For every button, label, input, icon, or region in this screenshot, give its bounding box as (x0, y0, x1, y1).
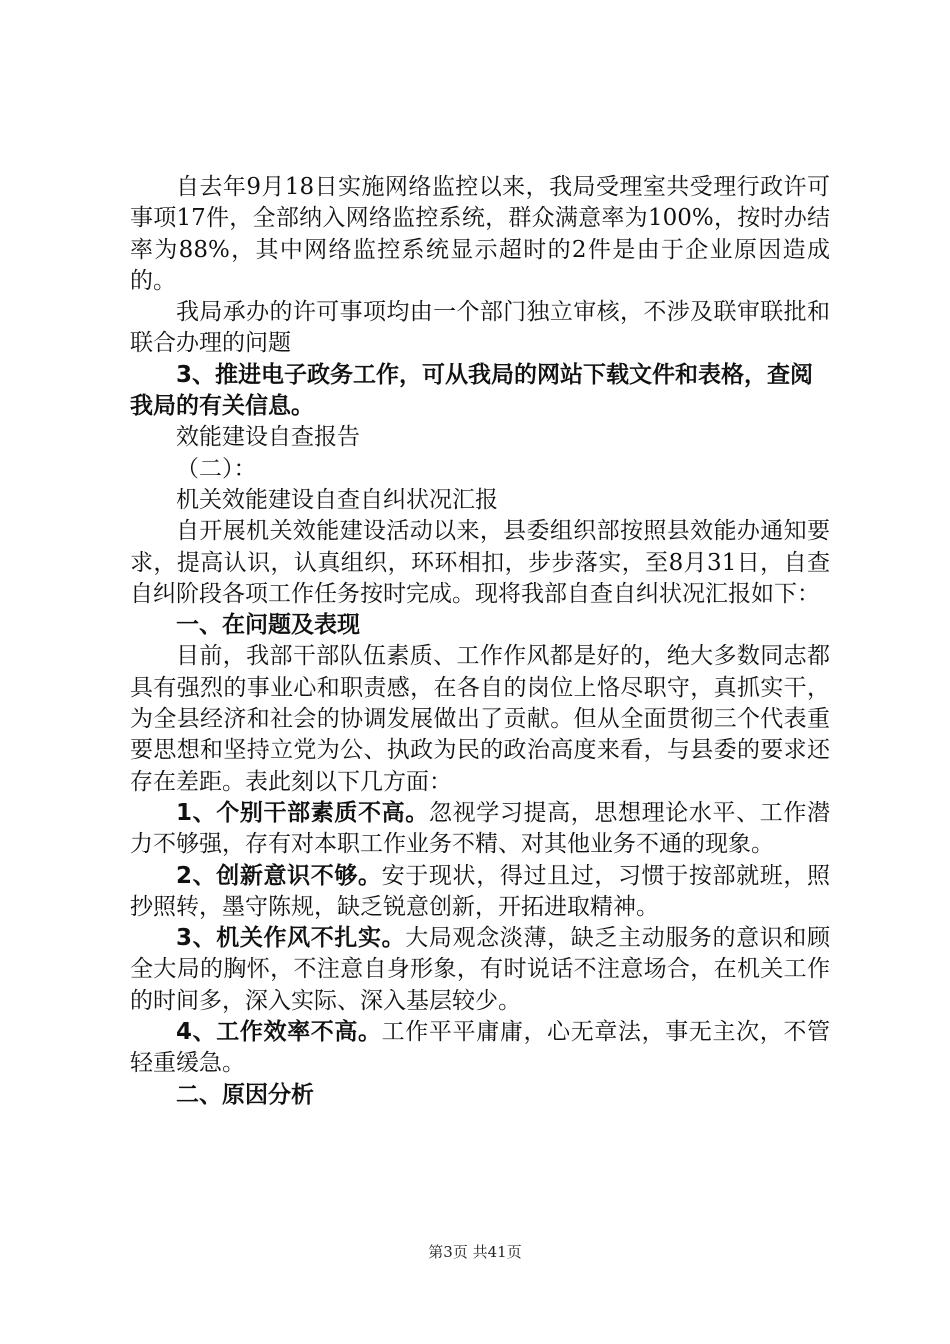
list-item (130, 798, 830, 861)
list-item-lead: 3、机关作风不扎实。 (176, 925, 406, 952)
list-item-text: 大局观念淡薄，缺乏主动服务的意识和顾全大局的胸怀，不注意自身形象，有时说话不注意场合，在机关工作的时间多，深入实际、深入基层较少。 (130, 925, 830, 1014)
section-number: （二）： (176, 455, 257, 482)
report-subtitle: 机关效能建设自查自纠状况汇报 (176, 486, 498, 513)
paragraph-monitoring: 自去年9月18日实施网络监控以来，我局受理室共受理行政许可事项17件，全部纳入网络监控系统，群众满意率为100%，按时办结率为88%，其中网络监控系统显示超时的2件是由于企业原因造成的。 (130, 174, 830, 294)
heading-causes: 二、原因分析 (176, 1081, 314, 1108)
heading-problems: 一、在问题及表现 (176, 612, 360, 639)
list-item-text: 安于现状，得过且过，习惯于按部就班，照抄照转，墨守陈规，缺乏锐意创新，开拓进取精神。 (130, 862, 830, 920)
paragraph-permits: 我局承办的许可事项均由一个部门独立审核，不涉及联审联批和联合办理的问题 (130, 299, 830, 357)
list-item-text: 忽视学习提高，思想理论水平、工作潜力不够强，存有对本职工作业务不精、对其他业务不通的现象。 (130, 799, 831, 858)
page-number: 第3页 共41页 (428, 1243, 522, 1261)
report-title: 效能建设自查报告 (176, 424, 360, 451)
list-item (130, 923, 830, 1017)
paragraph-e-government: 3、推进电子政务工作，可从我局的网站下载文件和表格，查阅我局的有关信息。 (130, 361, 814, 420)
list-item-text: 工作平平庸庸，心无章法，事无主次，不管轻重缓急。 (130, 1019, 830, 1077)
list-item-lead: 1、个别干部素质不高。 (176, 799, 429, 826)
list-item (130, 861, 830, 924)
paragraph-overview: 目前，我部干部队伍素质、工作作风都是好的，绝大多数同志都具有强烈的事业心和职责感，在各自的岗位上恪尽职守，真抓实干，为全县经济和社会的协调发展做出了贡献。但从全面贯彻三个代表重要思想和坚持立党为公、执政为民的政治高度来看，与县委的要求还存在差距。表此刻以下几方面： (130, 643, 830, 795)
paragraph-intro: 自开展机关效能建设活动以来，县委组织部按照县效能办通知要求，提高认识，认真组织，环环相扣，步步落实，至8月31日，自查自纠阶段各项工作任务按时完成。现将我部自查自纠状况汇报如下： (130, 518, 830, 607)
document-body (130, 172, 830, 1111)
list-item (130, 1017, 830, 1080)
list-item-lead: 2、创新意识不够。 (176, 862, 382, 889)
list-item-lead: 4、工作效率不高。 (176, 1019, 382, 1046)
